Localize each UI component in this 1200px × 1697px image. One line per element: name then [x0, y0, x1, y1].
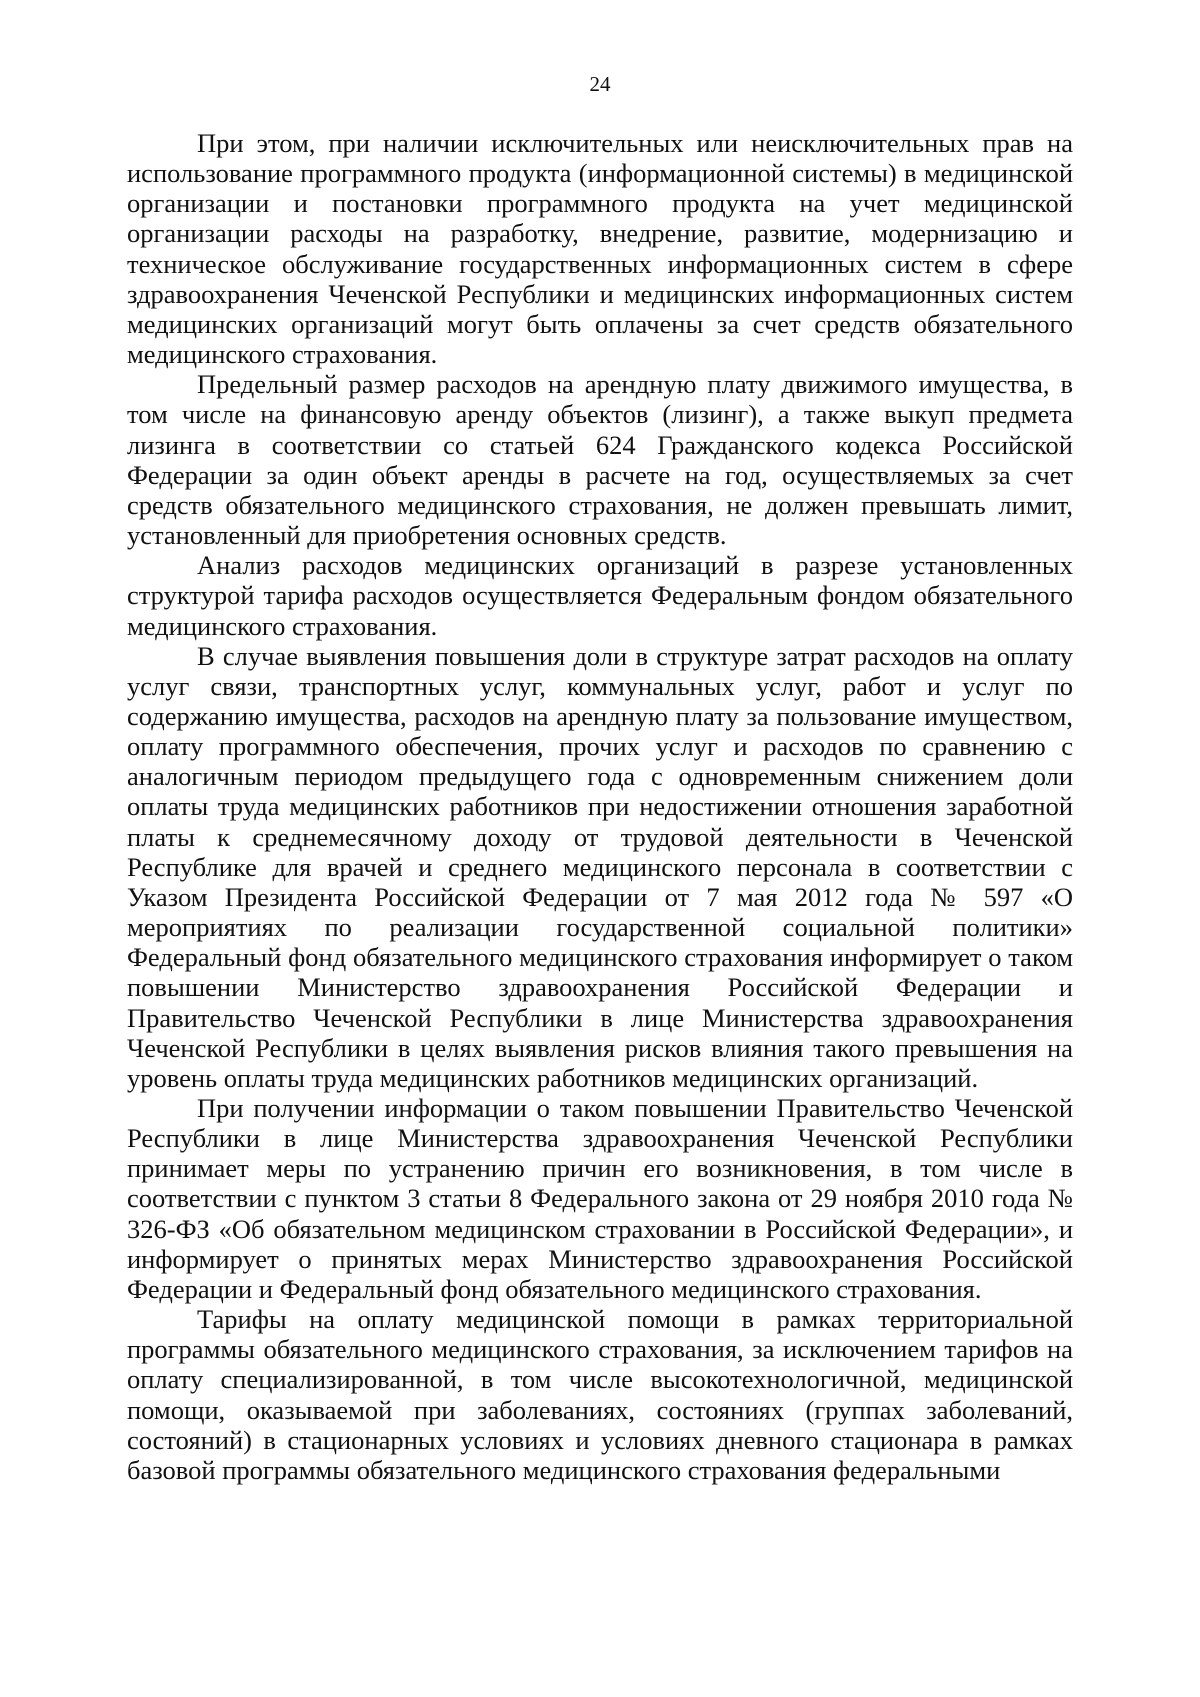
- page-number: 24: [589, 72, 611, 96]
- paragraph: Тарифы на оплату медицинской помощи в рамках территориальной программы обязательного медицинского страхования, за исключением тарифов на оплату специализированной, в том числе высокотехнологичной, медицинской помощи, оказываемой при заболеваниях, состояниях (группах заболеваний, состояний) в стационарных условиях и условиях дневного стационара в рамках базовой программы обязательного медицинского страхования федеральными: [127, 1304, 1073, 1485]
- paragraph: При получении информации о таком повышении Правительство Чеченской Республики в лице Министерства здравоохранения Чеченской Республики принимает меры по устранению причин его возникновения, в том числе в соответствии с пунктом 3 статьи 8 Федерального закона от 29 ноября 2010 года № 326-ФЗ «Об обязательном медицинском страховании в Российской Федерации», и информирует о принятых мерах Министерство здравоохранения Российской Федерации и Федеральный фонд обязательного медицинского страхования.: [127, 1093, 1073, 1304]
- paragraph: При этом, при наличии исключительных или неисключительных прав на использование программного продукта (информационной системы) в медицинской организации и постановки программного продукта на учет медицинской организации расходы на разработку, внедрение, развитие, модернизацию и техническое обслуживание государственных информационных систем в сфере здравоохранения Чеченской Республики и медицинских информационных систем медицинских организаций могут быть оплачены за счет средств обязательного медицинского страхования.: [127, 128, 1073, 370]
- document-body: [127, 128, 1073, 1485]
- paragraph: Предельный размер расходов на арендную плату движимого имущества, в том числе на финансовую аренду объектов (лизинг), а также выкуп предмета лизинга в соответствии со статьей 624 Гражданского кодекса Российской Федерации за один объект аренды в расчете на год, осуществляемых за счет средств обязательного медицинского страхования, не должен превышать лимит, установленный для приобретения основных средств.: [127, 369, 1073, 551]
- paragraph: Анализ расходов медицинских организаций в разрезе установленных структурой тарифа расходов осуществляется Федеральным фондом обязательного медицинского страхования.: [127, 550, 1073, 641]
- paragraph: В случае выявления повышения доли в структуре затрат расходов на оплату услуг связи, транспортных услуг, коммунальных услуг, работ и услуг по содержанию имущества, расходов на арендную плату за пользование имуществом, оплату программного обеспечения, прочих услуг и расходов по сравнению с аналогичным периодом предыдущего года с одновременным снижением доли оплаты труда медицинских работников при недостижении отношения заработной платы к среднемесячному доходу от трудовой деятельности в Чеченской Республике для врачей и среднего медицинского персонала в соответствии с Указом Президента Российской Федерации от 7 мая 2012 года № 597 «О мероприятиях по реализации государственной социальной политики» Федеральный фонд обязательного медицинского страхования информирует о таком повышении Министерство здравоохранения Российской Федерации и Правительство Чеченской Республики в лице Министерства здравоохранения Чеченской Республики в целях выявления рисков влияния такого превышения на уровень оплаты труда медицинских работников медицинских организаций.: [127, 640, 1073, 1093]
